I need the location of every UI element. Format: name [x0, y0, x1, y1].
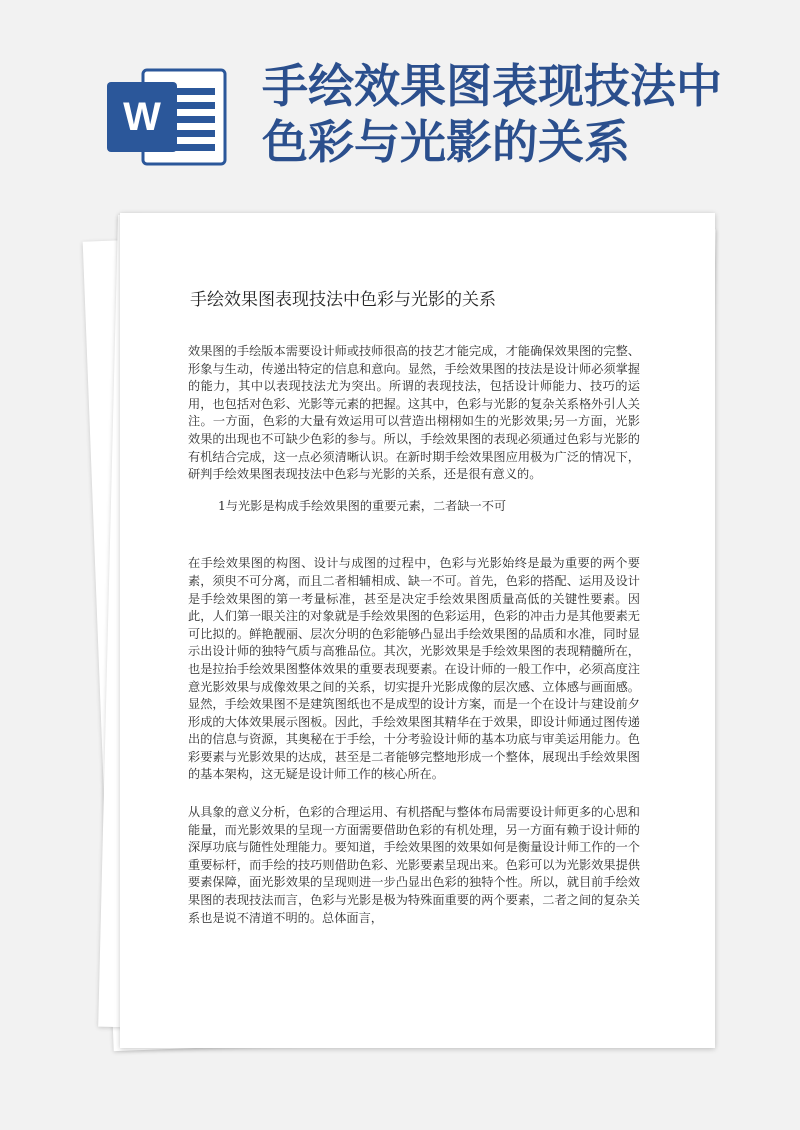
document-body	[188, 343, 640, 927]
banner	[0, 0, 800, 200]
section-heading: 1与光影是构成手绘效果图的重要元素，二者缺一不可	[218, 498, 507, 513]
paragraph-intro: 效果图的手绘版本需要设计师或技师很高的技艺才能完成，才能确保效果图的完整、形象与生动，传递出特定的信息和意向。显然，手绘效果图的技法是设计师必须掌握的能力，其中以表现技法尤为突出。所谓的表现技法，包括设计师能力、技巧的运用，也包括对色彩、光影等元素的把握。这其中，色彩与光影的复杂关系格外引人关注。一方面，色彩的大量有效运用可以营造出栩栩如生的光影效果;另一方面，光影效果的出现也不可缺少色彩的参与。所以，手绘效果图的表现必须通过色彩与光影的有机结合完成，这一点必须清晰认识。在新时期手绘效果图应用极为广泛的情况下，研判手绘效果图表现技法中色彩与光影的关系，还是很有意义的。	[188, 344, 640, 482]
document-title: 手绘效果图表现技法中色彩与光影的关系	[190, 290, 496, 310]
svg-text:W: W	[123, 95, 161, 139]
paragraph-color-light: 在手绘效果图的构图、设计与成图的过程中，色彩与光影始终是最为重要的两个要素，须臾不可分离，而且二者相辅相成、缺一不可。首先，色彩的搭配、运用及设计是手绘效果图的第一考量标准，甚至是决定手绘效果图质量高低的关键性要素。因此，人们第一眼关注的对象就是手绘效果图的色彩运用，色彩的冲击力是其他要素无可比拟的。鲜艳靓丽、层次分明的色彩能够凸显出手绘效果图的品质和水准，同时显示出设计师的独特气质与高雅品位。其次，光影效果是手绘效果图的表现精髓所在，也是拉抬手绘效果图整体效果的重要表现要素。在设计师的一般工作中，必须高度注意光影效果与成像效果之间的关系，切实提升光影成像的层次感、立体感与画面感。显然，手绘效果图不是建筑图纸也不是成型的设计方案，而是一个在设计与建设前夕形成的大体效果展示图板。因此，手绘效果图其精华在于效果，即设计师通过图传递出的信息与资源，其奥秘在于手绘，十分考验设计师的基本功底与审美运用能力。色彩要素与光影效果的达成，甚至是二者能够完整地形成一个整体，展现出手绘效果图的基本架构，这无疑是设计师工作的核心所在。	[188, 556, 640, 782]
banner-title-line2: 色彩与光影的关系	[262, 115, 630, 169]
document-page	[120, 213, 715, 1048]
paragraph-analysis: 从具象的意义分析，色彩的合理运用、有机搭配与整体布局需要设计师更多的心思和能量，而光影效果的呈现一方面需要借助色彩的有机处理，另一方面有赖于设计师的深厚功底与随性处理能力。要知道，手绘效果图的效果如何是衡量设计师工作的一个重要标杆，而手绘的技巧则借助色彩、光影要素呈现出来。色彩可以为光影效果提供要素保障，面光影效果的呈现则进一步凸显出色彩的独特个性。所以，就目前手绘效果图的表现技法而言，色彩与光影是极为特殊面重要的两个要素，二者之间的复杂关系也是说不清道不明的。总体面言，	[188, 805, 640, 925]
banner-title	[262, 58, 782, 170]
banner-title-line1: 手绘效果图表现技法中	[262, 59, 722, 113]
word-document-icon	[105, 62, 230, 172]
